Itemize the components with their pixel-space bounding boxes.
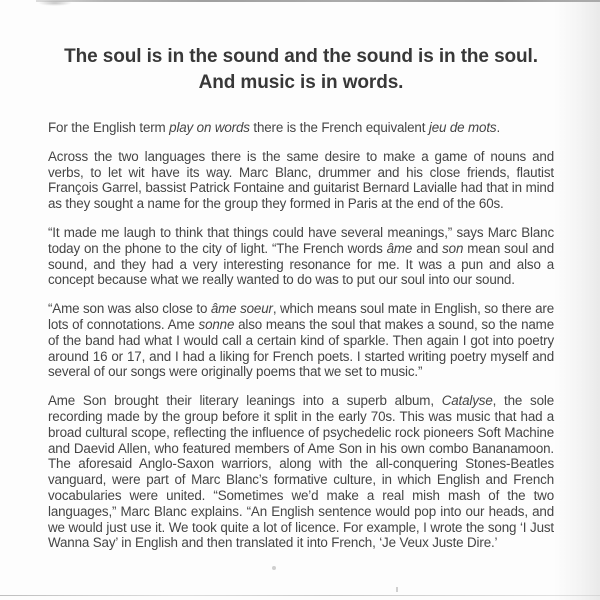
scan-artifact-right-shadow (554, 0, 600, 600)
article (48, 0, 554, 564)
scan-artifact-speck (272, 566, 276, 570)
page-title-line-2: And music is in words. (198, 72, 404, 93)
page-title-line-1: The soul is in the sound and the sound is in the soul. (64, 46, 538, 67)
scan-artifact-bottom-edge (0, 595, 600, 596)
paragraph-4: “Ame son was also close to âme soeur, which means soul mate in English, so there are lots of connotations. Ame sonne also means the soul that makes a sound, so the name of the band had what I would call a certain kind of sparkle. Then again I got into poetry around 16 or 17, and I had a liking for French poets. I started writing poetry myself and several of our songs were originally poems that we set to music.” (48, 301, 554, 380)
scan-artifact-speck (396, 587, 398, 592)
page-title (48, 44, 554, 96)
paragraph-1: For the English term play on words there is the French equivalent jeu de mots. (48, 120, 501, 135)
paragraph-2: Across the two languages there is the same desire to make a game of nouns and verbs, to let wit have its way. Marc Blanc, drummer and his close friends, flautist François Garrel, bassist Patrick Fontaine and guitarist Bernard Lavialle had that in mind as they sought a name for the group they formed in Paris at the end of the 60s. (48, 148, 554, 212)
paragraph-5: Ame Son brought their literary leanings into a superb album, Catalyse, the sole recording made by the group before it split in the early 70s. This was music that had a broad cultural scope, reflecting the influence of psychedelic rock pioneers Soft Machine and Daevid Allen, who featured members of Ame Son in his own combo Bananamoon. The aforesaid Anglo-Saxon warriors, along with the all-conquering Stones-Beatles vanguard, were part of Marc Blanc’s formative culture, in which English and French vocabularies were united. “Sometimes we’d make a real mish mash of the two languages,” Marc Blanc explains. “An English sentence would pop into our heads, and we would just use it. We took quite a lot of licence. For example, I wrote the song ‘I Just Wanna Say’ in English and then translated it into French, ‘Je Veux Juste Dire.’ (48, 393, 554, 551)
article-body (48, 120, 554, 551)
paragraph-3: “It made me laugh to think that things could have several meanings,” says Marc Blanc today on the phone to the city of light. “The French words âme and son mean soul and sound, and they had a very interesting resonance for me. It was a pun and also a concept because what we really wanted to do was to put our soul into our sound. (48, 224, 554, 288)
